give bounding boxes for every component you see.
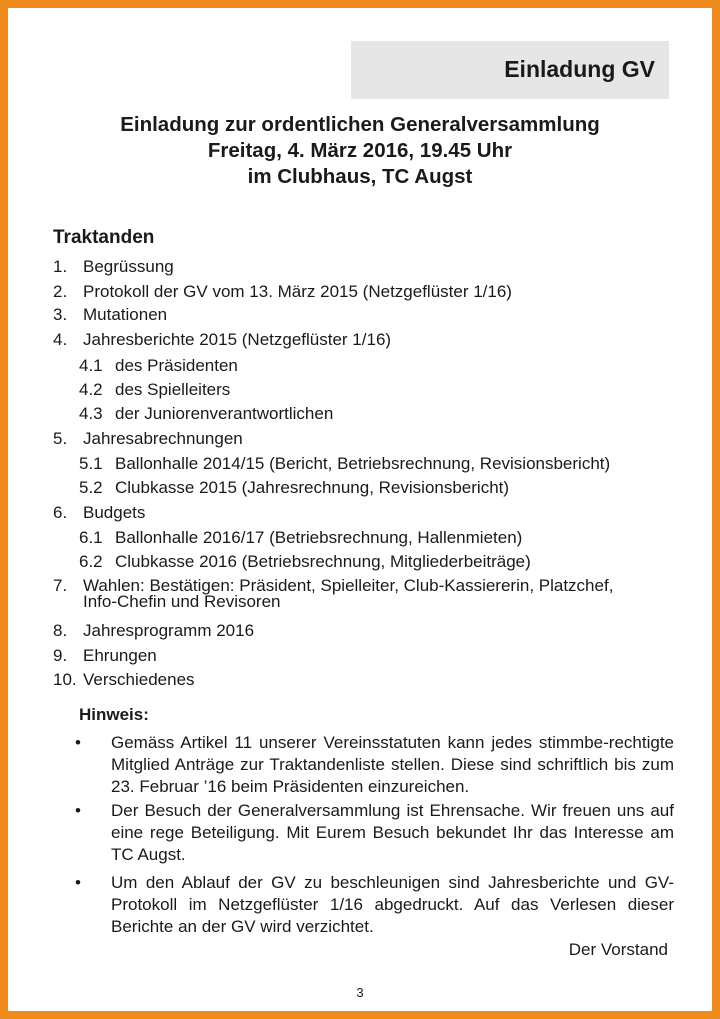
- note-heading: Hinweis:: [79, 705, 149, 724]
- agenda-number: 5.2: [79, 478, 103, 497]
- agenda-number: 7.: [53, 576, 68, 595]
- agenda-number: 6.2: [79, 552, 103, 571]
- agenda-text: Jahresabrechnungen: [83, 429, 243, 448]
- bullet-icon: •: [75, 801, 81, 820]
- agenda-text: Ballonhalle 2014/15 (Bericht, Betriebsrechnung, Revisionsbericht): [115, 454, 611, 473]
- agenda-number: 2.: [53, 282, 68, 301]
- signature: Der Vorstand: [568, 940, 668, 959]
- agenda-text: des Präsidenten: [115, 356, 238, 375]
- agenda-number: 10.: [53, 670, 77, 689]
- agenda-number: 4.2: [79, 380, 103, 399]
- bullet-icon: •: [75, 873, 81, 892]
- agenda-number: 6.1: [79, 528, 103, 547]
- bullet-icon: •: [75, 733, 81, 752]
- agenda-text: Verschiedenes: [83, 670, 195, 689]
- agenda-text: Budgets: [83, 503, 146, 522]
- agenda-text: Clubkasse 2016 (Betriebsrechnung, Mitgliederbeiträge): [115, 552, 531, 571]
- agenda-text: Mutationen: [83, 305, 168, 324]
- agenda-text: Wahlen: Bestätigen: Präsident, Spielleiter, Club-Kassiererin, Platzchef,: [83, 576, 614, 595]
- agenda-text: des Spielleiters: [115, 380, 231, 399]
- invitation-line-2: Freitag, 4. März 2016, 19.45 Uhr: [207, 139, 513, 162]
- document-page: [8, 8, 712, 1011]
- agenda-text: Protokoll der GV vom 13. März 2015 (Netzgeflüster 1/16): [83, 282, 512, 301]
- agenda-number: 3.: [53, 305, 68, 324]
- agenda-text: Begrüssung: [83, 257, 174, 276]
- header-title: Einladung GV: [504, 56, 655, 82]
- agenda-number: 9.: [53, 646, 68, 665]
- agenda-number: 4.3: [79, 404, 103, 423]
- agenda-text: Jahresberichte 2015 (Netzgeflüster 1/16): [83, 330, 392, 349]
- agenda-text: Ballonhalle 2016/17 (Betriebsrechnung, Hallenmieten): [115, 528, 523, 547]
- note-text: Gemäss Artikel 11 unserer Vereinsstatuten kann jedes stimmbe-rechtigte Mitglied Anträge zur Traktandenliste stellen. Diese sind schriftlich bis zum 23. Februar ’16 beim Präsidenten einzureichen.: [111, 733, 674, 796]
- agenda-number: 4.1: [79, 356, 103, 375]
- agenda-number: 1.: [53, 257, 68, 276]
- agenda-number: 8.: [53, 621, 68, 640]
- page-number: 3: [356, 985, 364, 1000]
- invitation-line-3: im Clubhaus, TC Augst: [247, 165, 473, 188]
- agenda-number: 4.: [53, 330, 68, 349]
- agenda-number: 5.1: [79, 454, 103, 473]
- agenda-text: Jahresprogramm 2016: [83, 621, 255, 640]
- note-text: Um den Ablauf der GV zu beschleunigen sind Jahresberichte und GV-Protokoll im Netzgeflüster 1/16 abgedruckt. Auf das Verlesen dieser Berichte an der GV wird verzichtet.: [111, 873, 674, 936]
- agenda-number: 5.: [53, 429, 68, 448]
- agenda-text: Clubkasse 2015 (Jahresrechnung, Revisionsbericht): [115, 478, 510, 497]
- invitation-line-1: Einladung zur ordentlichen Generalversammlung: [120, 113, 600, 136]
- agenda-text: der Juniorenverantwortlichen: [115, 404, 334, 423]
- agenda-text: Ehrungen: [83, 646, 157, 665]
- agenda-number: 6.: [53, 503, 68, 522]
- agenda-heading: Traktanden: [53, 227, 155, 248]
- agenda-text: Info-Chefin und Revisoren: [83, 592, 281, 611]
- note-text: Der Besuch der Generalversammlung ist Ehrensache. Wir freuen uns auf eine rege Beteiligung. Mit Eurem Besuch bekundet Ihr das Interesse am TC Augst.: [111, 801, 674, 864]
